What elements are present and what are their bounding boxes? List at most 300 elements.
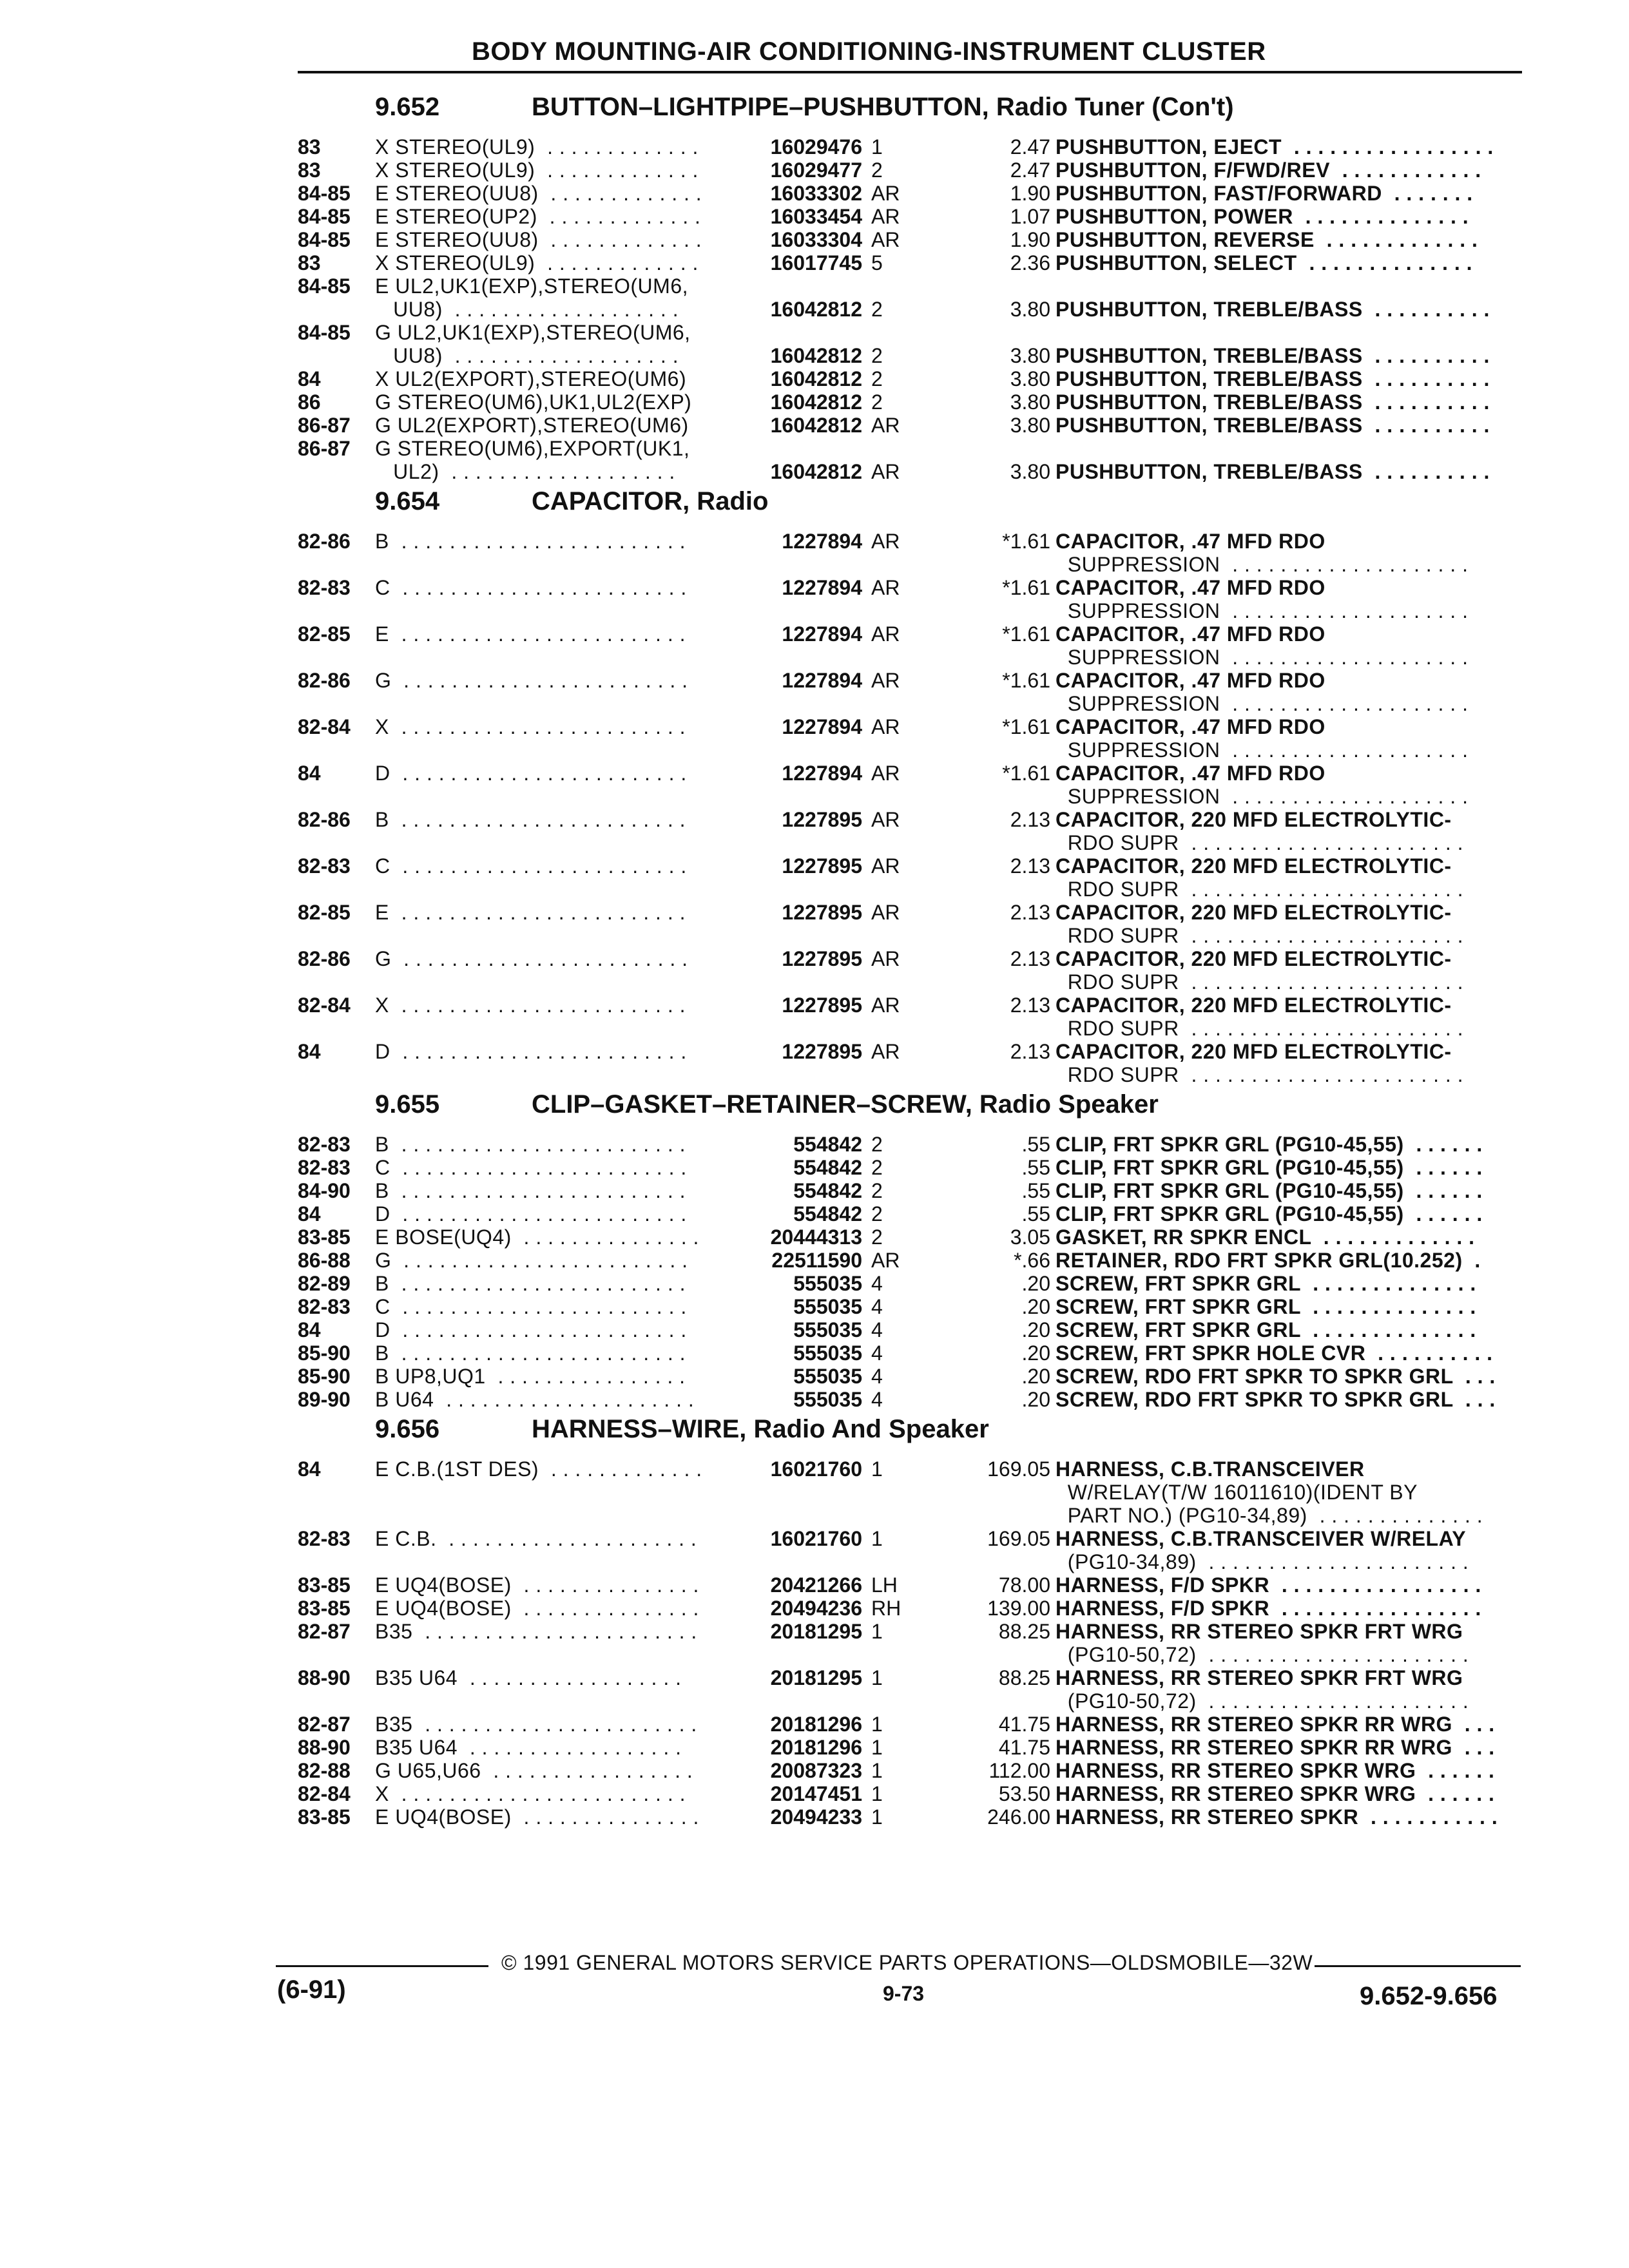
part-number: 1227895 — [782, 947, 862, 970]
description — [1055, 1202, 1526, 1225]
part-row — [290, 367, 1527, 390]
description — [1055, 1272, 1526, 1295]
quantity: 4 — [871, 1295, 883, 1318]
part-number: 16033304 — [770, 228, 862, 251]
description — [1055, 1457, 1526, 1527]
quantity: 1 — [871, 1713, 883, 1736]
quantity: 1 — [871, 1759, 883, 1782]
application: E UL2,UK1(EXP),STEREO(UM6, UU8) . . . . . . . . . . . . . . . . . . . — [375, 274, 688, 321]
quantity: AR — [871, 530, 900, 553]
quantity: 1 — [871, 1457, 883, 1481]
part-row — [290, 808, 1527, 854]
price: .20 — [1021, 1365, 1050, 1388]
part-row — [290, 1202, 1527, 1225]
part-number: 1227894 — [782, 669, 862, 692]
application: C . . . . . . . . . . . . . . . . . . . . . . . . — [375, 854, 687, 878]
description-line: CAPACITOR, 220 MFD ELECTROLYTIC- — [1055, 808, 1452, 831]
model-years: 83-85 — [298, 1573, 351, 1597]
price: *1.61 — [1002, 530, 1050, 553]
footer-date: (6-91) — [277, 1975, 346, 2004]
part-number: 1227895 — [782, 901, 862, 924]
application: E BOSE(UQ4) . . . . . . . . . . . . . . . — [375, 1225, 699, 1249]
part-row — [290, 622, 1527, 669]
model-years: 86 — [298, 390, 321, 414]
part-row — [290, 1736, 1527, 1759]
application: B . . . . . . . . . . . . . . . . . . . . . . . . — [375, 808, 686, 831]
price: .55 — [1021, 1133, 1050, 1156]
part-number: 1227895 — [782, 994, 862, 1017]
application: B UP8,UQ1 . . . . . . . . . . . . . . . . — [375, 1365, 686, 1388]
quantity: 1 — [871, 1736, 883, 1759]
description-line: (PG10-50,72) . . . . . . . . . . . . . . . . . . . . . . — [1055, 1643, 1469, 1666]
part-row — [290, 1040, 1527, 1086]
price: 78.00 — [998, 1573, 1050, 1597]
quantity: AR — [871, 1040, 900, 1063]
part-number: 20494233 — [770, 1805, 862, 1829]
quantity: 4 — [871, 1365, 883, 1388]
price: 2.36 — [1010, 251, 1050, 274]
model-years: 82-85 — [298, 901, 351, 924]
part-row — [290, 530, 1527, 576]
quantity: 2 — [871, 1202, 883, 1225]
price: 2.13 — [1010, 854, 1050, 878]
application: C . . . . . . . . . . . . . . . . . . . . . . . . — [375, 1295, 687, 1318]
parts-catalog — [290, 89, 1527, 1829]
description-line: HARNESS, RR STEREO SPKR WRG . . . . . . — [1055, 1782, 1495, 1805]
price: 41.75 — [998, 1736, 1050, 1759]
part-row — [290, 1272, 1527, 1295]
application: B . . . . . . . . . . . . . . . . . . . . . . . . — [375, 530, 686, 553]
quantity: 1 — [871, 1666, 883, 1689]
model-years: 83 — [298, 251, 321, 274]
description-line: PUSHBUTTON, F/FWD/REV . . . . . . . . . . . . — [1055, 159, 1481, 182]
part-number: 16029477 — [770, 159, 862, 182]
page-footer — [0, 1946, 1629, 2023]
description — [1055, 1249, 1526, 1272]
part-row — [290, 715, 1527, 762]
model-years: 82-84 — [298, 1782, 351, 1805]
application: B35 . . . . . . . . . . . . . . . . . . . . . . . — [375, 1620, 697, 1643]
model-years: 84-85 — [298, 182, 351, 205]
model-years: 85-90 — [298, 1365, 351, 1388]
description — [1055, 298, 1526, 321]
quantity: 2 — [871, 1225, 883, 1249]
quantity: 2 — [871, 159, 883, 182]
part-number: 555035 — [793, 1365, 862, 1388]
description-line: SCREW, RDO FRT SPKR TO SPKR GRL . . . — [1055, 1365, 1496, 1388]
price: 2.13 — [1010, 994, 1050, 1017]
price: *.66 — [1014, 1249, 1050, 1272]
model-years: 83-85 — [298, 1225, 351, 1249]
model-years: 82-86 — [298, 947, 351, 970]
description — [1055, 1782, 1526, 1805]
quantity: 1 — [871, 1782, 883, 1805]
part-row — [290, 576, 1527, 622]
part-number: 16042812 — [770, 390, 862, 414]
application: X . . . . . . . . . . . . . . . . . . . . . . . . — [375, 1782, 686, 1805]
model-years: 84-85 — [298, 321, 351, 344]
description-line: PUSHBUTTON, TREBLE/BASS . . . . . . . . . . — [1055, 344, 1490, 367]
model-years: 86-88 — [298, 1249, 351, 1272]
model-years: 84-85 — [298, 205, 351, 228]
part-number: 16021760 — [770, 1457, 862, 1481]
quantity: 2 — [871, 344, 883, 367]
part-number: 16042812 — [770, 460, 862, 483]
part-number: 1227895 — [782, 1040, 862, 1063]
description — [1055, 994, 1526, 1040]
quantity: AR — [871, 576, 900, 599]
part-number: 554842 — [793, 1133, 862, 1156]
description-line: HARNESS, C.B.TRANSCEIVER — [1055, 1457, 1365, 1481]
model-years: 82-88 — [298, 1759, 351, 1782]
description-line: SUPPRESSION . . . . . . . . . . . . . . . . . . . . — [1055, 553, 1469, 576]
quantity: 2 — [871, 1156, 883, 1179]
price: .20 — [1021, 1318, 1050, 1341]
description-line: CLIP, FRT SPKR GRL (PG10-45,55) . . . . . . — [1055, 1179, 1483, 1202]
description — [1055, 1759, 1526, 1782]
model-years: 84 — [298, 1040, 321, 1063]
section-heading — [290, 1411, 1527, 1457]
part-number: 555035 — [793, 1341, 862, 1365]
model-years: 84-90 — [298, 1179, 351, 1202]
description-line: PUSHBUTTON, FAST/FORWARD . . . . . . . — [1055, 182, 1473, 205]
description — [1055, 1736, 1526, 1759]
application: B35 U64 . . . . . . . . . . . . . . . . . . — [375, 1666, 682, 1689]
part-row — [290, 321, 1527, 367]
header-rule — [298, 71, 1522, 73]
model-years: 86-87 — [298, 414, 351, 437]
catalog-section — [290, 1411, 1527, 1829]
footer-copyright: © 1991 GENERAL MOTORS SERVICE PARTS OPERATIONS—OLDSMOBILE—32W — [501, 1951, 1313, 1974]
price: 2.47 — [1010, 135, 1050, 159]
description — [1055, 1713, 1526, 1736]
description — [1055, 390, 1526, 414]
part-row — [290, 205, 1527, 228]
model-years: 82-87 — [298, 1620, 351, 1643]
description — [1055, 251, 1526, 274]
quantity: 1 — [871, 1805, 883, 1829]
part-number: 555035 — [793, 1388, 862, 1411]
part-number: 20087323 — [770, 1759, 862, 1782]
quantity: 1 — [871, 1620, 883, 1643]
quantity: 2 — [871, 1133, 883, 1156]
description-line: PUSHBUTTON, POWER . . . . . . . . . . . . . . — [1055, 205, 1469, 228]
application: G UL2(EXPORT),STEREO(UM6) — [375, 414, 689, 437]
part-row — [290, 1457, 1527, 1527]
description-line: CAPACITOR, 220 MFD ELECTROLYTIC- — [1055, 901, 1452, 924]
part-number: 554842 — [793, 1202, 862, 1225]
description-line: HARNESS, C.B.TRANSCEIVER W/RELAY — [1055, 1527, 1467, 1550]
part-number: 1227894 — [782, 622, 862, 646]
price: 3.80 — [1010, 367, 1050, 390]
description-line: CLIP, FRT SPKR GRL (PG10-45,55) . . . . . . — [1055, 1133, 1483, 1156]
description — [1055, 1295, 1526, 1318]
description-line: PUSHBUTTON, REVERSE . . . . . . . . . . . . . — [1055, 228, 1478, 251]
description — [1055, 947, 1526, 994]
quantity: AR — [871, 205, 900, 228]
description-line: HARNESS, RR STEREO SPKR RR WRG . . . — [1055, 1736, 1495, 1759]
price: 2.13 — [1010, 808, 1050, 831]
price: *1.61 — [1002, 715, 1050, 738]
model-years: 82-87 — [298, 1713, 351, 1736]
part-row — [290, 437, 1527, 483]
description-line: SUPPRESSION . . . . . . . . . . . . . . . . . . . . — [1055, 692, 1469, 715]
price: 53.50 — [998, 1782, 1050, 1805]
description-line: RDO SUPR . . . . . . . . . . . . . . . . . . . . . . . — [1055, 970, 1464, 994]
part-row — [290, 1759, 1527, 1782]
footer-rule-right — [1315, 1965, 1521, 1967]
description — [1055, 1225, 1526, 1249]
description-line: CAPACITOR, .47 MFD RDO — [1055, 669, 1325, 692]
section-number: 9.654 — [375, 487, 440, 515]
description-line: PUSHBUTTON, TREBLE/BASS . . . . . . . . . . — [1055, 367, 1490, 390]
description-line: SUPPRESSION . . . . . . . . . . . . . . . . . . . . — [1055, 646, 1469, 669]
price: 112.00 — [988, 1759, 1050, 1782]
description-line: CLIP, FRT SPKR GRL (PG10-45,55) . . . . . . — [1055, 1156, 1483, 1179]
description — [1055, 622, 1526, 669]
part-row — [290, 1225, 1527, 1249]
description — [1055, 576, 1526, 622]
part-row — [290, 947, 1527, 994]
part-row — [290, 1365, 1527, 1388]
part-number: 1227895 — [782, 808, 862, 831]
description — [1055, 414, 1526, 437]
description — [1055, 530, 1526, 576]
description-line: SCREW, FRT SPKR GRL . . . . . . . . . . . . . . — [1055, 1272, 1476, 1295]
application: X . . . . . . . . . . . . . . . . . . . . . . . . — [375, 715, 686, 738]
part-row — [290, 854, 1527, 901]
price: 2.13 — [1010, 901, 1050, 924]
description — [1055, 367, 1526, 390]
description-line: SCREW, FRT SPKR GRL . . . . . . . . . . . . . . — [1055, 1295, 1476, 1318]
description-line: HARNESS, RR STEREO SPKR WRG . . . . . . — [1055, 1759, 1495, 1782]
description — [1055, 1133, 1526, 1156]
description — [1055, 460, 1526, 483]
catalog-section — [290, 89, 1527, 483]
description — [1055, 1527, 1526, 1573]
price: 2.13 — [1010, 947, 1050, 970]
part-row — [290, 1341, 1527, 1365]
model-years: 82-84 — [298, 715, 351, 738]
application: X STEREO(UL9) . . . . . . . . . . . . . — [375, 159, 699, 182]
application: E C.B. . . . . . . . . . . . . . . . . . . . . . — [375, 1527, 697, 1550]
price: 2.13 — [1010, 1040, 1050, 1063]
part-row — [290, 1527, 1527, 1573]
description-line: CAPACITOR, .47 MFD RDO — [1055, 530, 1325, 553]
price: *1.61 — [1002, 576, 1050, 599]
application: G . . . . . . . . . . . . . . . . . . . . . . . . — [375, 669, 688, 692]
description — [1055, 1573, 1526, 1597]
application: E . . . . . . . . . . . . . . . . . . . . . . . . — [375, 901, 686, 924]
price: 139.00 — [987, 1597, 1050, 1620]
quantity: AR — [871, 1249, 900, 1272]
price: .55 — [1021, 1202, 1050, 1225]
footer-section-range: 9.652-9.656 — [1360, 1982, 1498, 2010]
description-line: PUSHBUTTON, TREBLE/BASS . . . . . . . . . . — [1055, 298, 1490, 321]
section-title: HARNESS–WIRE, Radio And Speaker — [532, 1415, 989, 1443]
part-row — [290, 994, 1527, 1040]
part-row — [290, 1295, 1527, 1318]
price: 1.07 — [1010, 205, 1050, 228]
price: .20 — [1021, 1295, 1050, 1318]
price: *1.61 — [1002, 669, 1050, 692]
description — [1055, 1156, 1526, 1179]
application: G UL2,UK1(EXP),STEREO(UM6, UU8) . . . . . . . . . . . . . . . . . . . — [375, 321, 691, 367]
part-number: 554842 — [793, 1156, 862, 1179]
description-line: PUSHBUTTON, TREBLE/BASS . . . . . . . . . . — [1055, 460, 1490, 483]
part-row — [290, 182, 1527, 205]
description-line: CAPACITOR, 220 MFD ELECTROLYTIC- — [1055, 947, 1452, 970]
model-years: 83 — [298, 135, 321, 159]
description-line: CAPACITOR, 220 MFD ELECTROLYTIC- — [1055, 1040, 1452, 1063]
description-line: (PG10-50,72) . . . . . . . . . . . . . . . . . . . . . . — [1055, 1689, 1469, 1713]
application: E STEREO(UU8) . . . . . . . . . . . . . — [375, 182, 702, 205]
part-row — [290, 390, 1527, 414]
application: B . . . . . . . . . . . . . . . . . . . . . . . . — [375, 1341, 686, 1365]
model-years: 85-90 — [298, 1341, 351, 1365]
description-line: HARNESS, RR STEREO SPKR FRT WRG — [1055, 1666, 1463, 1689]
description-line: HARNESS, RR STEREO SPKR RR WRG . . . — [1055, 1713, 1495, 1736]
price: 169.05 — [987, 1527, 1050, 1550]
description — [1055, 1805, 1526, 1829]
description — [1055, 1620, 1526, 1666]
quantity: AR — [871, 228, 900, 251]
quantity: 1 — [871, 135, 883, 159]
description — [1055, 1179, 1526, 1202]
description-line: RDO SUPR . . . . . . . . . . . . . . . . . . . . . . . — [1055, 1017, 1464, 1040]
part-number: 16033454 — [770, 205, 862, 228]
price: 246.00 — [987, 1805, 1050, 1829]
part-row — [290, 669, 1527, 715]
model-years: 84 — [298, 1202, 321, 1225]
model-years: 84 — [298, 1457, 321, 1481]
description — [1055, 901, 1526, 947]
part-number: 16042812 — [770, 298, 862, 321]
footer-rule-left — [276, 1965, 488, 1967]
application: C . . . . . . . . . . . . . . . . . . . . . . . . — [375, 1156, 687, 1179]
description — [1055, 1318, 1526, 1341]
quantity: AR — [871, 854, 900, 878]
model-years: 84 — [298, 367, 321, 390]
description-line: PUSHBUTTON, SELECT . . . . . . . . . . . . . . — [1055, 251, 1472, 274]
quantity: AR — [871, 901, 900, 924]
model-years: 84 — [298, 1318, 321, 1341]
description-line: SUPPRESSION . . . . . . . . . . . . . . . . . . . . — [1055, 738, 1469, 762]
part-number: 16042812 — [770, 414, 862, 437]
description-line: PUSHBUTTON, TREBLE/BASS . . . . . . . . . . — [1055, 414, 1490, 437]
part-row — [290, 762, 1527, 808]
description-line: HARNESS, RR STEREO SPKR FRT WRG — [1055, 1620, 1463, 1643]
application: G STEREO(UM6),UK1,UL2(EXP) — [375, 390, 692, 414]
part-row — [290, 1318, 1527, 1341]
section-title: BUTTON–LIGHTPIPE–PUSHBUTTON, Radio Tuner (Con't) — [532, 93, 1234, 121]
application: E UQ4(BOSE) . . . . . . . . . . . . . . . — [375, 1573, 699, 1597]
model-years: 89-90 — [298, 1388, 351, 1411]
price: .20 — [1021, 1341, 1050, 1365]
description-line: SCREW, FRT SPKR GRL . . . . . . . . . . . . . . — [1055, 1318, 1476, 1341]
quantity: 2 — [871, 390, 883, 414]
application: X STEREO(UL9) . . . . . . . . . . . . . — [375, 135, 699, 159]
part-number: 16021760 — [770, 1527, 862, 1550]
price: 169.05 — [987, 1457, 1050, 1481]
model-years: 83 — [298, 159, 321, 182]
application: D . . . . . . . . . . . . . . . . . . . . . . . . — [375, 762, 687, 785]
application: D . . . . . . . . . . . . . . . . . . . . . . . . — [375, 1202, 687, 1225]
description-line: W/RELAY(T/W 16011610)(IDENT BY — [1055, 1481, 1418, 1504]
part-row — [290, 1597, 1527, 1620]
quantity: AR — [871, 182, 900, 205]
application: X . . . . . . . . . . . . . . . . . . . . . . . . — [375, 994, 686, 1017]
quantity: AR — [871, 947, 900, 970]
part-number: 1227894 — [782, 576, 862, 599]
description — [1055, 182, 1526, 205]
model-years: 82-83 — [298, 1295, 351, 1318]
description-line: GASKET, RR SPKR ENCL . . . . . . . . . . . . . — [1055, 1225, 1475, 1249]
description-line: SUPPRESSION . . . . . . . . . . . . . . . . . . . . — [1055, 599, 1469, 622]
description — [1055, 1040, 1526, 1086]
quantity: 2 — [871, 1179, 883, 1202]
model-years: 82-86 — [298, 808, 351, 831]
price: 88.25 — [998, 1620, 1050, 1643]
section-number: 9.656 — [375, 1415, 440, 1443]
part-row — [290, 274, 1527, 321]
section-heading — [290, 89, 1527, 135]
part-row — [290, 1133, 1527, 1156]
description-line: (PG10-34,89) . . . . . . . . . . . . . . . . . . . . . . — [1055, 1550, 1469, 1573]
quantity: LH — [871, 1573, 898, 1597]
application: D . . . . . . . . . . . . . . . . . . . . . . . . — [375, 1040, 687, 1063]
quantity: AR — [871, 808, 900, 831]
model-years: 82-83 — [298, 854, 351, 878]
part-row — [290, 1805, 1527, 1829]
description — [1055, 135, 1526, 159]
description-line: RDO SUPR . . . . . . . . . . . . . . . . . . . . . . . — [1055, 924, 1464, 947]
model-years: 82-84 — [298, 994, 351, 1017]
part-row — [290, 901, 1527, 947]
part-number: 554842 — [793, 1179, 862, 1202]
part-number: 20181296 — [770, 1713, 862, 1736]
part-number: 20181295 — [770, 1666, 862, 1689]
description-line: CLIP, FRT SPKR GRL (PG10-45,55) . . . . . . — [1055, 1202, 1483, 1225]
description-line: RDO SUPR . . . . . . . . . . . . . . . . . . . . . . . — [1055, 831, 1464, 854]
application: X STEREO(UL9) . . . . . . . . . . . . . — [375, 251, 699, 274]
model-years: 82-83 — [298, 576, 351, 599]
description-line: RDO SUPR . . . . . . . . . . . . . . . . . . . . . . . — [1055, 878, 1464, 901]
application: X UL2(EXPORT),STEREO(UM6) — [375, 367, 687, 390]
description — [1055, 344, 1526, 367]
model-years: 84-85 — [298, 228, 351, 251]
part-row — [290, 251, 1527, 274]
application: E UQ4(BOSE) . . . . . . . . . . . . . . . — [375, 1805, 699, 1829]
description-line: CAPACITOR, .47 MFD RDO — [1055, 715, 1325, 738]
application: E UQ4(BOSE) . . . . . . . . . . . . . . . — [375, 1597, 699, 1620]
application: E STEREO(UP2) . . . . . . . . . . . . . — [375, 205, 701, 228]
application: B . . . . . . . . . . . . . . . . . . . . . . . . — [375, 1179, 686, 1202]
application: B U64 . . . . . . . . . . . . . . . . . . . . . — [375, 1388, 695, 1411]
model-years: 88-90 — [298, 1736, 351, 1759]
part-number: 1227895 — [782, 854, 862, 878]
price: 3.80 — [1010, 390, 1050, 414]
price: 3.05 — [1010, 1225, 1050, 1249]
part-number: 555035 — [793, 1295, 862, 1318]
description-line: HARNESS, F/D SPKR . . . . . . . . . . . . . . . . . — [1055, 1597, 1481, 1620]
part-row — [290, 414, 1527, 437]
catalog-section — [290, 483, 1527, 1086]
description-line: SCREW, FRT SPKR HOLE CVR . . . . . . . . . . — [1055, 1341, 1493, 1365]
application: B . . . . . . . . . . . . . . . . . . . . . . . . — [375, 1133, 686, 1156]
price: *1.61 — [1002, 762, 1050, 785]
description-line: CAPACITOR, .47 MFD RDO — [1055, 622, 1325, 646]
